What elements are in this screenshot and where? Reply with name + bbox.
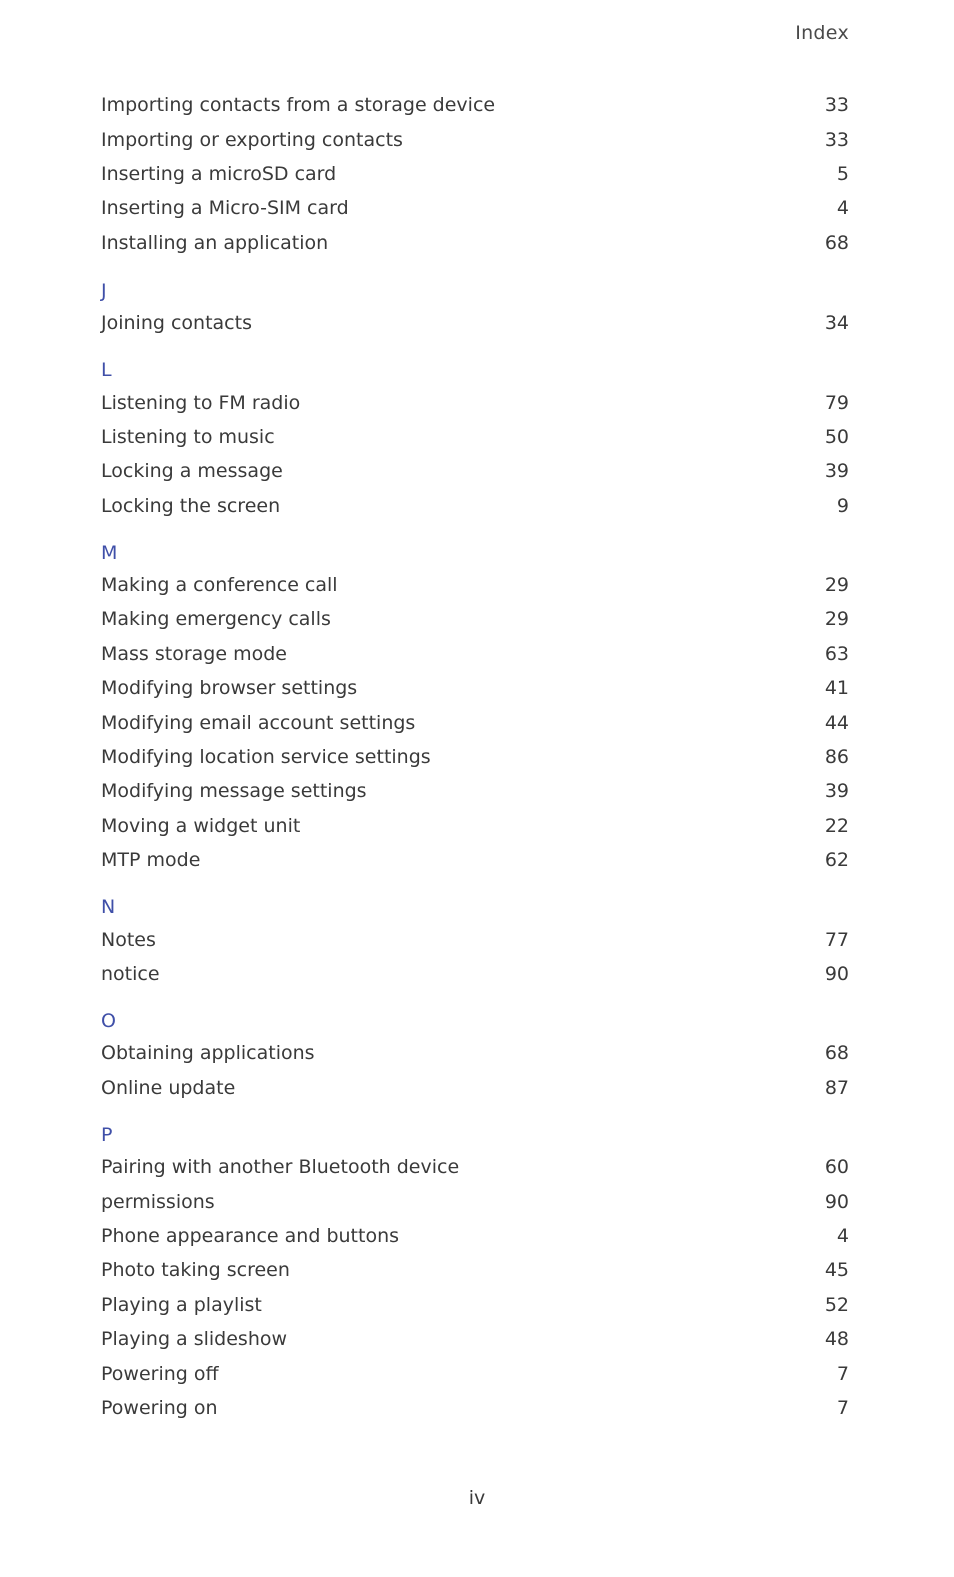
entry-page-number: 34 [824, 312, 849, 335]
entry-page-number: 68 [824, 1042, 849, 1065]
entry-text: Phone appearance and buttons [101, 1224, 400, 1247]
entry-page-number: 77 [824, 928, 849, 951]
section-letter: N [101, 896, 116, 919]
index-entry [101, 454, 849, 488]
entry-page-number: 48 [824, 1328, 849, 1351]
entry-text: Installing an application [101, 231, 329, 254]
index-list [101, 88, 849, 1438]
section-letter: P [101, 1123, 113, 1146]
index-entry [101, 1219, 849, 1253]
entry-text: permissions [101, 1190, 215, 1213]
index-entry [101, 1356, 849, 1390]
index-entry [101, 774, 849, 808]
index-entry [101, 88, 849, 122]
entry-page-number: 5 [836, 162, 849, 185]
index-entry [101, 637, 849, 671]
entry-page-number: 39 [824, 780, 849, 803]
index-entry [101, 1184, 849, 1218]
entry-text: Modifying email account settings [101, 711, 416, 734]
entry-page-number: 4 [836, 1224, 849, 1247]
entry-text: Modifying message settings [101, 780, 367, 803]
index-entry [101, 843, 849, 877]
entry-page-number: 7 [836, 1396, 849, 1419]
entry-page-number: 87 [824, 1076, 849, 1099]
section-letter: L [101, 359, 112, 382]
section-letter: M [101, 541, 118, 564]
entry-page-number: 45 [824, 1259, 849, 1282]
entry-text: Making emergency calls [101, 608, 331, 631]
index-entry [101, 489, 849, 523]
entry-text: Inserting a Micro-SIM card [101, 197, 349, 220]
entry-text: Inserting a microSD card [101, 162, 337, 185]
entry-text: Playing a playlist [101, 1293, 262, 1316]
entry-page-number: 60 [824, 1156, 849, 1179]
index-entry [101, 157, 849, 191]
entry-page-number: 62 [824, 849, 849, 872]
entry-page-number: 68 [824, 231, 849, 254]
index-entry [101, 1322, 849, 1356]
entry-text: Moving a widget unit [101, 814, 301, 837]
entry-text: Making a conference call [101, 574, 338, 597]
index-section [101, 890, 849, 991]
entry-text: Importing or exporting contacts [101, 128, 403, 151]
index-section [101, 353, 849, 523]
index-entry [101, 191, 849, 225]
index-entry [101, 306, 849, 340]
entry-page-number: 90 [824, 1190, 849, 1213]
index-section [101, 88, 849, 260]
entry-page-number: 33 [824, 94, 849, 117]
index-entry [101, 740, 849, 774]
index-entry [101, 568, 849, 602]
entry-page-number: 39 [824, 460, 849, 483]
entry-text: Modifying browser settings [101, 677, 358, 700]
index-entry [101, 671, 849, 705]
entry-text: Locking the screen [101, 494, 281, 517]
page-header-title: Index [795, 22, 849, 44]
entry-page-number: 52 [824, 1293, 849, 1316]
index-entry [101, 602, 849, 636]
entry-page-number: 86 [824, 746, 849, 769]
entry-text: Pairing with another Bluetooth device [101, 1156, 460, 1179]
index-entry [101, 1253, 849, 1287]
entry-text: Listening to music [101, 425, 275, 448]
index-section [101, 536, 849, 878]
entry-text: Modifying location service settings [101, 746, 431, 769]
entry-text: Playing a slideshow [101, 1328, 288, 1351]
index-entry [101, 1036, 849, 1070]
section-letter: O [101, 1010, 116, 1033]
index-entry [101, 1288, 849, 1322]
index-entry [101, 1391, 849, 1425]
index-entry [101, 1071, 849, 1105]
entry-text: Importing contacts from a storage device [101, 94, 496, 117]
index-entry [101, 922, 849, 956]
entry-page-number: 33 [824, 128, 849, 151]
entry-text: Joining contacts [101, 312, 252, 335]
entry-text: Obtaining applications [101, 1042, 315, 1065]
entry-text: MTP mode [101, 849, 201, 872]
entry-page-number: 22 [824, 814, 849, 837]
entry-page-number: 63 [824, 642, 849, 665]
entry-text: Photo taking screen [101, 1259, 290, 1282]
entry-page-number: 50 [824, 425, 849, 448]
entry-page-number: 29 [824, 608, 849, 631]
section-letter: J [101, 279, 107, 302]
index-entry [101, 809, 849, 843]
entry-text: Powering on [101, 1396, 218, 1419]
index-entry [101, 385, 849, 419]
entry-text: Listening to FM radio [101, 391, 301, 414]
entry-text: Mass storage mode [101, 642, 287, 665]
entry-text: Online update [101, 1076, 236, 1099]
index-entry [101, 957, 849, 991]
entry-text: Powering off [101, 1362, 219, 1385]
index-section [101, 1118, 849, 1425]
entry-text: notice [101, 963, 160, 985]
index-entry [101, 1150, 849, 1184]
index-entry [101, 705, 849, 739]
entry-text: Notes [101, 928, 156, 951]
index-entry [101, 420, 849, 454]
entry-page-number: 4 [836, 197, 849, 220]
index-section [101, 274, 849, 340]
entry-page-number: 44 [824, 711, 849, 734]
entry-text: Locking a message [101, 460, 283, 483]
entry-page-number: 90 [824, 963, 849, 985]
page-number: iv [468, 1487, 486, 1509]
entry-page-number: 29 [824, 574, 849, 597]
entry-page-number: 9 [836, 494, 849, 517]
index-section [101, 1004, 849, 1105]
index-entry [101, 122, 849, 156]
entry-page-number: 79 [824, 391, 849, 414]
index-entry [101, 226, 849, 260]
entry-page-number: 7 [836, 1362, 849, 1385]
entry-page-number: 41 [824, 677, 849, 700]
